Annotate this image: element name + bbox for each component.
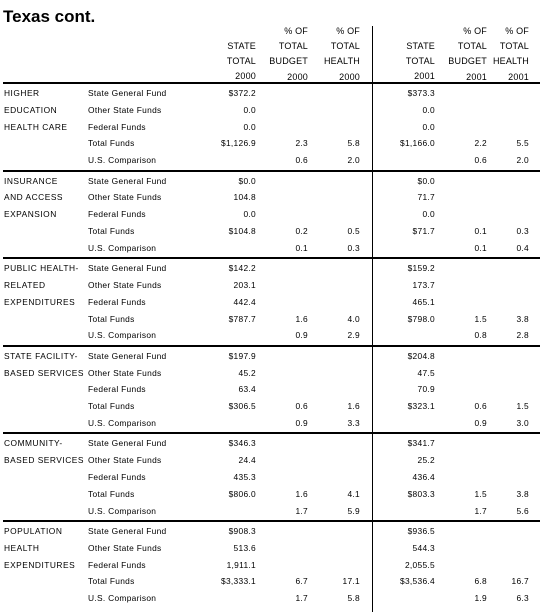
cell-value: $306.5 (228, 401, 256, 412)
table-row (0, 557, 540, 574)
row-label: State General Fund (88, 175, 167, 186)
cell-value: 0.9 (295, 417, 308, 428)
table-row (0, 523, 540, 540)
cell-value: 0.6 (295, 155, 308, 166)
cell-value: 5.8 (347, 138, 360, 149)
page-title: Texas cont. (3, 7, 96, 26)
cell-value: $159.2 (407, 263, 435, 274)
cell-value: 2.8 (516, 330, 529, 341)
cell-value: 0.3 (516, 225, 529, 236)
table-row (0, 277, 540, 294)
table-row (0, 240, 540, 257)
cell-value: 0.1 (474, 242, 487, 253)
table-row (0, 135, 540, 152)
cell-value: 0.5 (347, 225, 360, 236)
cell-value: 4.1 (347, 488, 360, 499)
row-label: U.S. Comparison (88, 330, 157, 341)
table-row (0, 540, 540, 557)
cell-value: 2.2 (474, 138, 487, 149)
cell-value: 6.8 (474, 576, 487, 587)
section-label: INSURANCE AND ACCESS EXPANSION (4, 175, 63, 220)
section-label: POPULATION HEALTH EXPENDITURES (4, 526, 76, 570)
cell-value: 442.4 (233, 296, 256, 307)
row-label: Federal Funds (88, 471, 146, 482)
cell-value: 2.0 (516, 155, 529, 166)
table-section (0, 433, 540, 521)
cell-value: 3.8 (516, 488, 529, 499)
cell-value: 5.6 (516, 505, 529, 516)
cell-value: 6.3 (516, 593, 529, 604)
row-label: Total Funds (88, 225, 135, 236)
section-label: STATE FACILITY- BASED SERVICES (4, 350, 84, 378)
cell-value: $798.0 (407, 313, 435, 324)
cell-value: $787.7 (228, 313, 256, 324)
cell-value: $908.3 (228, 526, 256, 536)
cell-value: 2.9 (347, 330, 360, 341)
section-label: PUBLIC HEALTH- RELATED EXPENDITURES (4, 263, 79, 307)
col-header-state-total-2001: STATE TOTAL 2001 (405, 41, 435, 82)
table-row (0, 573, 540, 590)
row-label: Federal Funds (88, 296, 146, 307)
table-row (0, 503, 540, 520)
cell-value: 0.9 (474, 417, 487, 428)
cell-value: 24.4 (238, 455, 256, 466)
row-label: Total Funds (88, 313, 135, 324)
table-section (0, 171, 540, 259)
table-row (0, 365, 540, 382)
table-row (0, 452, 540, 469)
row-label: Other State Funds (88, 455, 162, 466)
row-label: Other State Funds (88, 104, 162, 115)
cell-value: 47.5 (417, 367, 435, 378)
row-label: U.S. Comparison (88, 417, 157, 428)
cell-value: $936.5 (407, 526, 435, 536)
cell-value: 0.6 (474, 401, 487, 412)
section-label: COMMUNITY- BASED SERVICES (4, 438, 84, 466)
table-row (0, 398, 540, 415)
cell-value: 1.5 (474, 313, 487, 324)
cell-value: 1.7 (295, 505, 308, 516)
cell-value: 173.7 (412, 279, 435, 290)
cell-value: $3,536.4 (399, 576, 435, 587)
col-header-pct-health-2001: % OF TOTAL HEALTH 2001 (492, 26, 529, 82)
cell-value: 5.9 (347, 505, 360, 516)
table-row (0, 189, 540, 206)
row-label: State General Fund (88, 88, 167, 98)
row-label: State General Fund (88, 263, 167, 274)
cell-value: 4.0 (347, 313, 360, 324)
row-label: Federal Funds (88, 121, 146, 132)
table-section (0, 258, 540, 346)
table-section (0, 346, 540, 434)
cell-value: $0.0 (238, 175, 256, 186)
table-row (0, 486, 540, 503)
table-row (0, 327, 540, 344)
cell-value: 1.5 (516, 401, 529, 412)
table-row (0, 381, 540, 398)
cell-value: 0.6 (295, 401, 308, 412)
cell-value: 0.1 (295, 242, 308, 253)
cell-value: 435.3 (233, 471, 256, 482)
cell-value: $323.1 (407, 401, 435, 412)
cell-value: 513.6 (233, 542, 256, 553)
cell-value: $104.8 (228, 225, 256, 236)
cell-value: 203.1 (233, 279, 256, 290)
row-label: Other State Funds (88, 279, 162, 290)
row-label: U.S. Comparison (88, 155, 157, 166)
row-label: Total Funds (88, 138, 135, 149)
cell-value: 5.5 (516, 138, 529, 149)
cell-value: 104.8 (233, 192, 256, 203)
cell-value: 5.8 (347, 593, 360, 604)
cell-value: $341.7 (407, 438, 435, 449)
cell-value: 25.2 (417, 455, 435, 466)
table-row (0, 435, 540, 452)
cell-value: 0.4 (516, 242, 529, 253)
cell-value: $373.3 (407, 88, 435, 98)
cell-value: 0.0 (422, 209, 435, 220)
row-label: Other State Funds (88, 542, 162, 553)
cell-value: 1.7 (474, 505, 487, 516)
cell-value: 0.0 (422, 121, 435, 132)
cell-value: 465.1 (412, 296, 435, 307)
table-row (0, 173, 540, 190)
cell-value: $3,333.1 (220, 576, 256, 587)
row-label: U.S. Comparison (88, 242, 157, 253)
table-row (0, 311, 540, 328)
row-label: State General Fund (88, 350, 167, 361)
cell-value: 6.7 (295, 576, 308, 587)
cell-value: 0.9 (295, 330, 308, 341)
table-section (0, 521, 540, 609)
row-label: Federal Funds (88, 384, 146, 395)
cell-value: 1.7 (295, 593, 308, 604)
cell-value: 0.3 (347, 242, 360, 253)
col-header-pct-budget-2000: % OF TOTAL BUDGET 2000 (269, 26, 308, 82)
row-label: Federal Funds (88, 209, 146, 220)
cell-value: 71.7 (417, 192, 435, 203)
cell-value: 0.8 (474, 330, 487, 341)
cell-value: 0.0 (243, 104, 256, 115)
cell-value: 1,911.1 (226, 559, 256, 570)
table-row (0, 223, 540, 240)
cell-value: $803.3 (407, 488, 435, 499)
cell-value: 1.6 (295, 313, 308, 324)
cell-value: 70.9 (417, 384, 435, 395)
cell-value: $0.0 (417, 175, 435, 186)
table-section (0, 83, 540, 171)
cell-value: $346.3 (228, 438, 256, 449)
row-label: Total Funds (88, 488, 135, 499)
cell-value: $71.7 (412, 225, 435, 236)
cell-value: 17.1 (342, 576, 360, 587)
cell-value: 1.6 (295, 488, 308, 499)
cell-value: 0.0 (243, 121, 256, 132)
row-label: Other State Funds (88, 192, 162, 203)
cell-value: 45.2 (238, 367, 256, 378)
col-header-pct-health-2000: % OF TOTAL HEALTH 2000 (323, 26, 360, 82)
table-row (0, 260, 540, 277)
cell-value: $1,126.9 (220, 138, 256, 149)
cell-value: 0.1 (474, 225, 487, 236)
cell-value: $197.9 (228, 350, 256, 361)
table-row (0, 590, 540, 607)
cell-value: 3.8 (516, 313, 529, 324)
table-row (0, 348, 540, 365)
col-header-pct-budget-2001: % OF TOTAL BUDGET 2001 (448, 26, 487, 82)
cell-value: 0.0 (243, 209, 256, 220)
row-label: U.S. Comparison (88, 505, 157, 516)
col-header-state-total-2000: STATE TOTAL 2000 (226, 41, 256, 82)
row-label: Other State Funds (88, 367, 162, 378)
cell-value: 2.3 (295, 138, 308, 149)
cell-value: $142.2 (228, 263, 256, 274)
cell-value: 2.0 (347, 155, 360, 166)
table-row (0, 152, 540, 169)
table-row (0, 415, 540, 432)
cell-value: 0.0 (422, 104, 435, 115)
cell-value: 544.3 (412, 542, 435, 553)
table-row (0, 206, 540, 223)
cell-value: 2,055.5 (404, 559, 435, 570)
table-row (0, 85, 540, 102)
cell-value: $1,166.0 (399, 138, 435, 149)
cell-value: $204.8 (407, 350, 435, 361)
table-row (0, 469, 540, 486)
cell-value: $372.2 (228, 88, 256, 98)
row-label: Total Funds (88, 576, 135, 587)
table-row (0, 294, 540, 311)
cell-value: 1.5 (474, 488, 487, 499)
cell-value: 3.3 (347, 417, 360, 428)
cell-value: 3.0 (516, 417, 529, 428)
cell-value: 436.4 (412, 471, 435, 482)
cell-value: 1.9 (474, 593, 487, 604)
section-label: HIGHER EDUCATION HEALTH CARE (4, 88, 68, 132)
row-label: U.S. Comparison (88, 593, 157, 604)
cell-value: 0.2 (295, 225, 308, 236)
row-label: Federal Funds (88, 559, 146, 570)
cell-value: $806.0 (228, 488, 256, 499)
row-label: State General Fund (88, 438, 167, 449)
row-label: State General Fund (88, 526, 167, 536)
cell-value: 16.7 (511, 576, 529, 587)
cell-value: 1.6 (347, 401, 360, 412)
table-row (0, 119, 540, 136)
row-label: Total Funds (88, 401, 135, 412)
table-row (0, 102, 540, 119)
cell-value: 0.6 (474, 155, 487, 166)
cell-value: 63.4 (238, 384, 256, 395)
